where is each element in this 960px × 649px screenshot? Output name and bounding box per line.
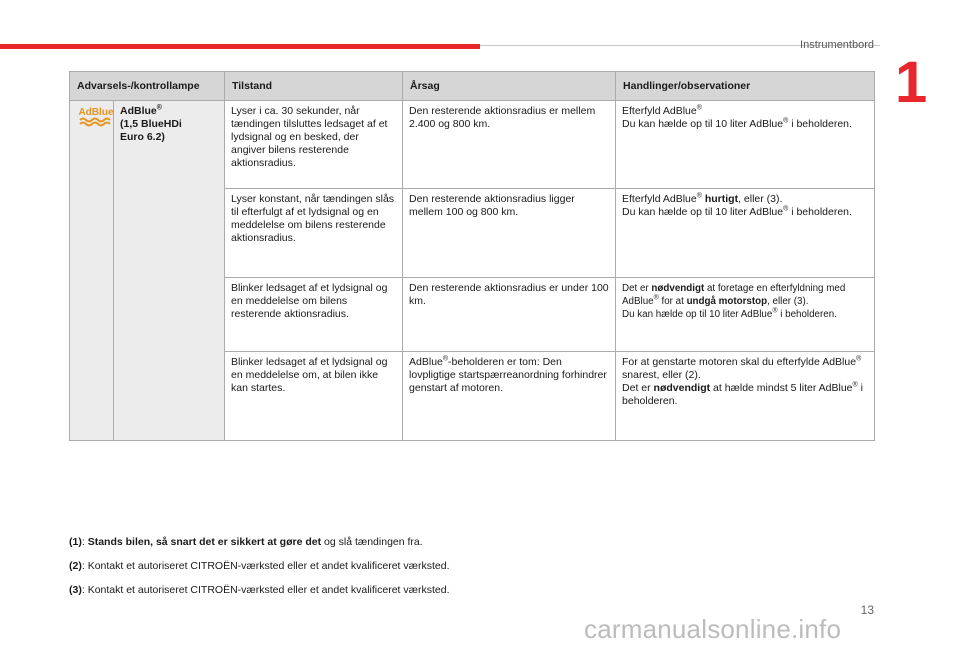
page-number: 13	[860, 603, 874, 617]
header-lampe: Advarsels-/kontrollampe	[70, 72, 225, 101]
arsag-cell: Den resterende aktionsradius ligger mellem 100 og 800 km.	[403, 189, 616, 278]
lamp-euro: Euro 6.2)	[120, 131, 165, 143]
tilstand-cell: Blinker ledsaget af et lydsignal og en meddelelse om, at bilen ikke kan startes.	[225, 352, 403, 441]
lamp-engine: (1,5 BlueHDi	[120, 118, 182, 130]
arsag-cell: Den resterende aktionsradius er mellem 2.400 og 800 km.	[403, 101, 616, 189]
footnotes	[69, 536, 450, 608]
arsag-cell: Den resterende aktionsradius er under 100 km.	[403, 278, 616, 352]
header-arsag: Årsag	[403, 72, 616, 101]
footnote-2: (2): Kontakt et autoriseret CITROËN-værksted eller et andet kvalificeret værksted.	[69, 560, 450, 572]
lamp-name-cell: AdBlue® (1,5 BlueHDi Euro 6.2)	[114, 101, 225, 441]
footnote-3: (3): Kontakt et autoriseret CITROËN-værksted eller et andet kvalificeret værksted.	[69, 584, 450, 596]
table-row	[70, 101, 875, 189]
adblue-logo-text: AdBlue	[78, 107, 114, 118]
handling-cell: Efterfyld AdBlue® Du kan hælde op til 10 liter AdBlue® i beholderen.	[616, 101, 875, 189]
warning-lamp-table	[69, 71, 875, 441]
header-red-bar	[0, 44, 480, 49]
tilstand-cell: Blinker ledsaget af et lydsignal og en meddelelse om bilens resterende aktionsradius.	[225, 278, 403, 352]
lamp-name: AdBlue	[120, 105, 157, 117]
header-tilstand: Tilstand	[225, 72, 403, 101]
arsag-cell: AdBlue®-beholderen er tom: Den lovpligtige startspærreanordning forhindrer genstart af motoren.	[403, 352, 616, 441]
handling-cell: Det er nødvendigt at foretage en efterfyldning med AdBlue® for at undgå motorstop, eller (3). Du kan hælde op til 10 liter AdBlue® i beholderen.	[616, 278, 875, 352]
table-header-row	[70, 72, 875, 101]
tilstand-cell: Lyser i ca. 30 sekunder, når tændingen tilsluttes ledsaget af et lydsignal og en besked, der angiver bilens resterende aktionsradius.	[225, 101, 403, 189]
handling-cell: For at genstarte motoren skal du efterfylde AdBlue® snarest, eller (2). Det er nødvendigt at hælde mindst 5 liter AdBlue® i beholderen.	[616, 352, 875, 441]
handling-cell: Efterfyld AdBlue® hurtigt, eller (3). Du kan hælde op til 10 liter AdBlue® i beholderen.	[616, 189, 875, 278]
header-handlinger: Handlinger/observationer	[616, 72, 875, 101]
tilstand-cell: Lyser konstant, når tændingen slås til efterfulgt af et lydsignal og en meddelelse om bilens resterende aktionsradius.	[225, 189, 403, 278]
lamp-icon-cell	[70, 101, 114, 441]
section-title: Instrumentbord	[800, 39, 874, 51]
chapter-number: 1	[895, 50, 928, 115]
footnote-1: (1): Stands bilen, så snart det er sikkert at gøre det og slå tændingen fra.	[69, 536, 423, 548]
adblue-warning-icon	[76, 105, 116, 127]
watermark: carmanualsonline.info	[584, 614, 842, 644]
